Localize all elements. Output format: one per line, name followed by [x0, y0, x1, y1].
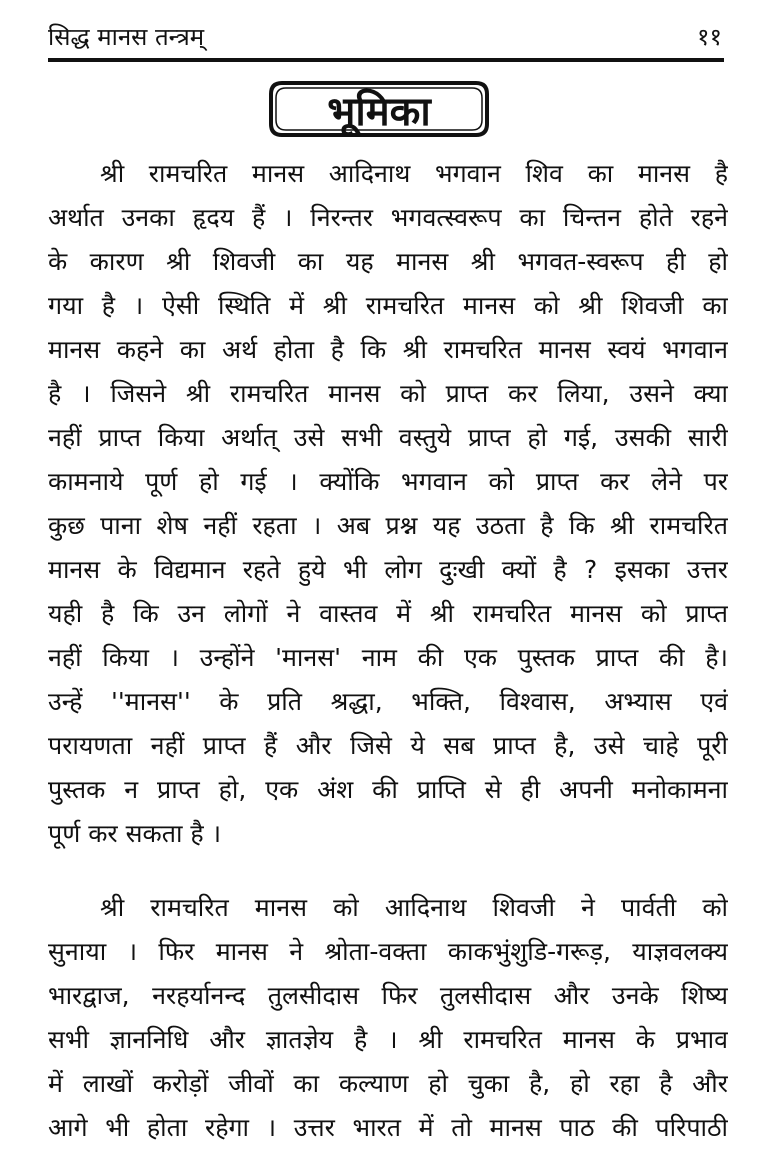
text-line: गया है । ऐसी स्थिति में श्री रामचरित मानस को श्री शिवजी का [48, 291, 728, 320]
paragraph-1 [48, 152, 728, 856]
text-line: आगे भी होता रहेगा । उत्तर भारत में तो मानस पाठ की परिपाठी [48, 1113, 728, 1142]
header-rule [48, 58, 724, 62]
text-line: में लाखों करोड़ों जीवों का कल्याण हो चुका है, हो रहा है और [48, 1069, 728, 1098]
text-line: यही है कि उन लोगों ने वास्तव में श्री रामचरित मानस को प्राप्त [48, 599, 728, 628]
text-line: नहीं प्राप्त किया अर्थात् उसे सभी वस्तुये प्राप्त हो गई, उसकी सारी [48, 423, 728, 452]
text-line: सभी ज्ञाननिधि और ज्ञातज्ञेय है । श्री रामचरित मानस के प्रभाव [48, 1025, 728, 1054]
text-line: मानस के विद्यमान रहते हुये भी लोग दुःखी क्यों है ? इसका उत्तर [48, 555, 728, 584]
body-text [48, 152, 728, 1150]
paragraph-gap [48, 856, 728, 886]
text-line: पूर्ण कर सकता है । [48, 819, 222, 848]
text-line: मानस कहने का अर्थ होता है कि श्री रामचरित मानस स्वयं भगवान [48, 335, 728, 364]
text-line: परायणता नहीं प्राप्त हैं और जिसे ये सब प्राप्त है, उसे चाहे पूरी [48, 731, 728, 760]
text-line: सुनाया । फिर मानस ने श्रोता-वक्ता काकभुंशुडि-गरूड़, याज्ञवलक्य [48, 937, 728, 966]
text-line: है । जिसने श्री रामचरित मानस को प्राप्त कर लिया, उसने क्या [48, 379, 728, 408]
page-number: ११ [697, 23, 722, 51]
section-heading: भूमिका [327, 88, 431, 135]
text-line: उन्हें ''मानस'' के प्रति श्रद्धा, भक्ति, विश्वास, अभ्यास एवं [48, 687, 728, 716]
text-line: पुस्तक न प्राप्त हो, एक अंश की प्राप्ति से ही अपनी मनोकामना [48, 775, 728, 804]
section-heading-box [268, 80, 490, 138]
text-line: अर्थात उनका हृदय हैं । निरन्तर भगवत्स्वरूप का चिन्तन होते रहने [48, 203, 728, 232]
text-line: कामनाये पूर्ण हो गई । क्योंकि भगवान को प्राप्त कर लेने पर [48, 467, 728, 496]
text-line: के कारण श्री शिवजी का यह मानस श्री भगवत-स्वरूप ही हो [48, 247, 728, 276]
text-line: नहीं किया । उन्होंने 'मानस' नाम की एक पुस्तक प्राप्त की है। [48, 643, 728, 672]
paragraph-2 [48, 886, 728, 1150]
text-line: श्री रामचरित मानस को आदिनाथ शिवजी ने पार्वती को [100, 893, 728, 922]
text-line: भारद्वाज, नरहर्यानन्द तुलसीदास फिर तुलसीदास और उनके शिष्य [48, 981, 728, 1010]
running-title: सिद्ध मानस तन्त्रम् [48, 23, 205, 51]
text-line: कुछ पाना शेष नहीं रहता । अब प्रश्न यह उठता है कि श्री रामचरित [48, 511, 728, 540]
text-line: श्री रामचरित मानस आदिनाथ भगवान शिव का मानस है [100, 159, 728, 188]
